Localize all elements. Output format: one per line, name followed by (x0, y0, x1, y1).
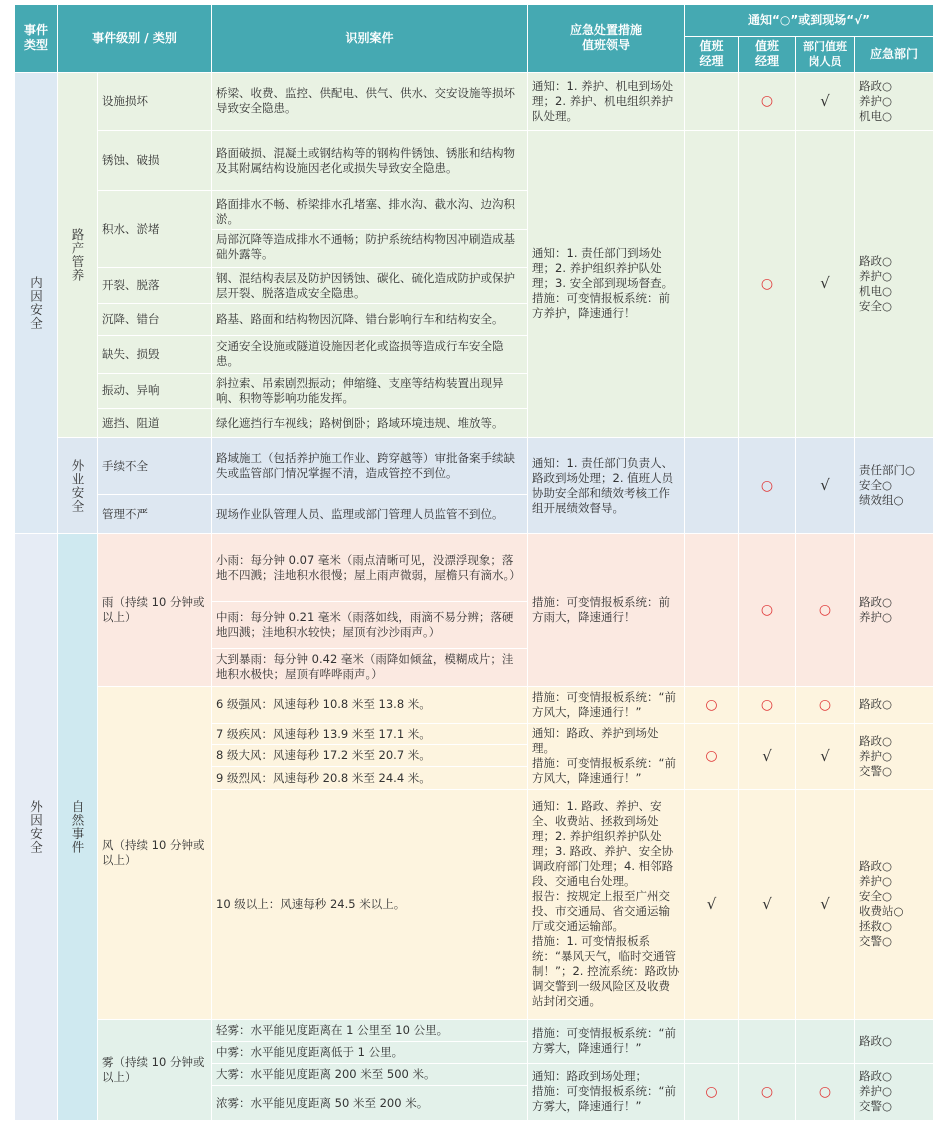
case-cell (212, 191, 528, 268)
case-cell: 小雨：每分钟 0.07 毫米（雨点清晰可见，没漂浮现象；落地不四溅；洼地积水很慢；屋上雨声微弱，屋檐只有滴水。） (212, 534, 528, 602)
notify-circle: ○ (685, 686, 739, 723)
header-case: 识别案件 (212, 5, 528, 73)
dept-cell: 路政○ (855, 1019, 934, 1063)
dept-cell: 路政○ 养护○ 安全○ 收费站○ 拯救○ 交警○ (855, 790, 934, 1019)
notify-check: √ (796, 72, 855, 130)
case-cell: 斜拉索、吊索剧烈振动；伸缩缝、支座等结构装置出现异响、积物等影响功能发挥。 (212, 373, 528, 409)
header-type: 事件类型 (15, 5, 58, 73)
notify-circle: ○ (796, 534, 855, 687)
dept-cell: 路政○ 养护○ 交警○ (855, 723, 934, 790)
case-cell: 10 级以上：风速每秒 24.5 米以上。 (212, 790, 528, 1019)
level-cell: 设施损坏 (98, 72, 212, 130)
type-external: 外因安全 (15, 534, 58, 1121)
header-level: 事件级别 / 类别 (58, 5, 212, 73)
case-part: 局部沉降等造成排水不通畅；防护系统结构物因冲刷造成基础外露等。 (216, 231, 515, 261)
notify-circle: ○ (685, 723, 739, 790)
level-cell: 雨（持续 10 分钟或以上） (98, 534, 212, 687)
header-duty-manager: 值班 经理 (685, 36, 739, 72)
subtype-outside: 外业安全 (58, 438, 98, 534)
emergency-table (14, 4, 934, 1121)
subtype-road: 路产管养 (58, 72, 98, 437)
notify-empty (796, 1019, 855, 1063)
measure-cell: 措施：可变情报板系统：“前方风大，降速通行！” (528, 686, 685, 723)
measure-cell: 措施：可变情报板系统：“前方雾大，降速通行！” (528, 1019, 685, 1063)
case-cell: 路域施工（包括养护施工作业、跨穿越等）审批备案手续缺失或监管部门情况掌握不清，造成管控不到位。 (212, 438, 528, 495)
header-notify: 通知“○”或到现场“√” (685, 5, 934, 37)
header-dept-staff: 部门值班 岗人员 (796, 36, 855, 72)
subtype-natural: 自然事件 (58, 534, 98, 1121)
level-cell: 手续不全 (98, 438, 212, 495)
case-cell: 浓雾：水平能见度距离 50 米至 200 米。 (212, 1086, 528, 1121)
level-cell: 风（持续 10 分钟或以上） (98, 686, 212, 1019)
case-cell: 中雨：每分钟 0.21 毫米（雨落如线，雨滴不易分辨；落硬地四溅；洼地积水较快；屋顶有沙沙雨声。） (212, 601, 528, 648)
notify-check: √ (796, 723, 855, 790)
notify-circle: ○ (739, 534, 796, 687)
case-cell: 中雾：水平能见度距离低于 1 公里。 (212, 1042, 528, 1064)
measure-cell: 通知：路政、养护到场处理。 措施：可变情报板系统：“前方风大，降速通行！” (528, 723, 685, 790)
notify-circle: ○ (739, 686, 796, 723)
header-measure: 应急处置措施 值班领导 (528, 5, 685, 73)
dept-cell: 路政○ 养护○ 机电○ 安全○ (855, 130, 934, 437)
case-part: 路面排水不畅、桥梁排水孔堵塞、排水沟、截水沟、边沟积淤。 (212, 195, 527, 230)
measure-cell: 措施：可变情报板系统：前方雨大，降速通行！ (528, 534, 685, 687)
dept-cell: 路政○ 养护○ 机电○ (855, 72, 934, 130)
case-cell: 路面破损、混凝土或钢结构等的钢构件锈蚀、锈胀和结构物及其附属结构设施因老化或损失导致安全隐患。 (212, 130, 528, 190)
case-cell: 钢、混结构表层及防护因锈蚀、碳化、硫化造成防护或保护层开裂、脱落造成安全隐患。 (212, 268, 528, 304)
header-dept: 应急部门 (855, 36, 934, 72)
case-cell: 大雾：水平能见度距离 200 米至 500 米。 (212, 1063, 528, 1086)
notify-empty (685, 72, 739, 130)
case-cell: 6 级强风：风速每秒 10.8 米至 13.8 米。 (212, 686, 528, 723)
level-cell: 振动、异响 (98, 373, 212, 409)
notify-empty (685, 130, 739, 437)
case-cell: 交通安全设施或隧道设施因老化或盗损等造成行车安全隐患。 (212, 335, 528, 373)
case-cell: 桥梁、收费、监控、供配电、供气、供水、交安设施等损坏导致安全隐患。 (212, 72, 528, 130)
level-cell: 沉降、错台 (98, 303, 212, 335)
measure-cell: 通知：1. 养护、机电到场处理；2. 养护、机电组织养护队处理。 (528, 72, 685, 130)
notify-circle: ○ (739, 72, 796, 130)
notify-circle: ○ (739, 130, 796, 437)
case-cell: 路基、路面和结构物因沉降、错台影响行车和结构安全。 (212, 303, 528, 335)
dept-cell: 路政○ 养护○ (855, 534, 934, 687)
level-cell: 积水、淤堵 (98, 191, 212, 268)
measure-cell: 通知：1. 责任部门负责人、路政到场处理；2. 值班人员协助安全部和绩效考核工作组开展绩效督导。 (528, 438, 685, 534)
header-shift-manager: 值班 经理 (739, 36, 796, 72)
notify-check: √ (739, 723, 796, 790)
notify-circle: ○ (739, 1063, 796, 1120)
notify-check: √ (739, 790, 796, 1019)
measure-cell: 通知：1. 路政、养护、安全、收费站、拯救到场处理；2. 养护组织养护队处理；3. 路政、养护、安全协调政府部门处理；4. 相邻路段、交通电台处理。 报告：按规定上报至广州交投、市交通局、省交通运输厅或交通运输部。 措施：1. 可变情报板系统：“暴风天气，临时交通管制！”；2. 控流系统：路政协调交警到一级风险区及收费站封闭交通。 (528, 790, 685, 1019)
notify-check: √ (796, 790, 855, 1019)
case-cell: 7 级疾风：风速每秒 13.9 米至 17.1 米。 (212, 723, 528, 745)
notify-circle: ○ (796, 686, 855, 723)
case-cell: 8 级大风：风速每秒 17.2 米至 20.7 米。 (212, 745, 528, 767)
dept-cell: 路政○ 养护○ 交警○ (855, 1063, 934, 1120)
notify-empty (685, 438, 739, 534)
case-cell: 绿化遮挡行车视线；路树倒卧；路域环境违规、堆放等。 (212, 409, 528, 438)
case-cell: 现场作业队管理人员、监理或部门管理人员监管不到位。 (212, 495, 528, 534)
case-cell: 大到暴雨：每分钟 0.42 毫米（雨降如倾盆，模糊成片；洼地积水极快；屋顶有哗哗雨声。） (212, 648, 528, 686)
level-cell: 管理不严 (98, 495, 212, 534)
case-cell: 9 级烈风：风速每秒 20.8 米至 24.4 米。 (212, 767, 528, 790)
notify-circle: ○ (796, 1063, 855, 1120)
notify-empty (685, 534, 739, 687)
level-cell: 遮挡、阻道 (98, 409, 212, 438)
dept-cell: 路政○ (855, 686, 934, 723)
notify-check: √ (796, 130, 855, 437)
level-cell: 雾（持续 10 分钟或以上） (98, 1019, 212, 1121)
level-cell: 锈蚀、破损 (98, 130, 212, 190)
type-internal: 内因安全 (15, 72, 58, 534)
notify-check: √ (685, 790, 739, 1019)
notify-check: √ (796, 438, 855, 534)
notify-circle: ○ (685, 1063, 739, 1120)
level-cell: 开裂、脱落 (98, 268, 212, 304)
measure-cell: 通知：1. 责任部门到场处理；2. 养护组织养护队处理；3. 安全部到现场督查。 措施：可变情报板系统：前方养护，降速通行！ (528, 130, 685, 437)
notify-empty (685, 1019, 739, 1063)
notify-empty (739, 1019, 796, 1063)
case-cell: 轻雾：水平能见度距离在 1 公里至 10 公里。 (212, 1019, 528, 1042)
notify-circle: ○ (739, 438, 796, 534)
measure-cell: 通知：路政到场处理； 措施：可变情报板系统：“前方雾大，降速通行！” (528, 1063, 685, 1120)
dept-cell: 责任部门○ 安全○ 绩效组○ (855, 438, 934, 534)
level-cell: 缺失、损毁 (98, 335, 212, 373)
